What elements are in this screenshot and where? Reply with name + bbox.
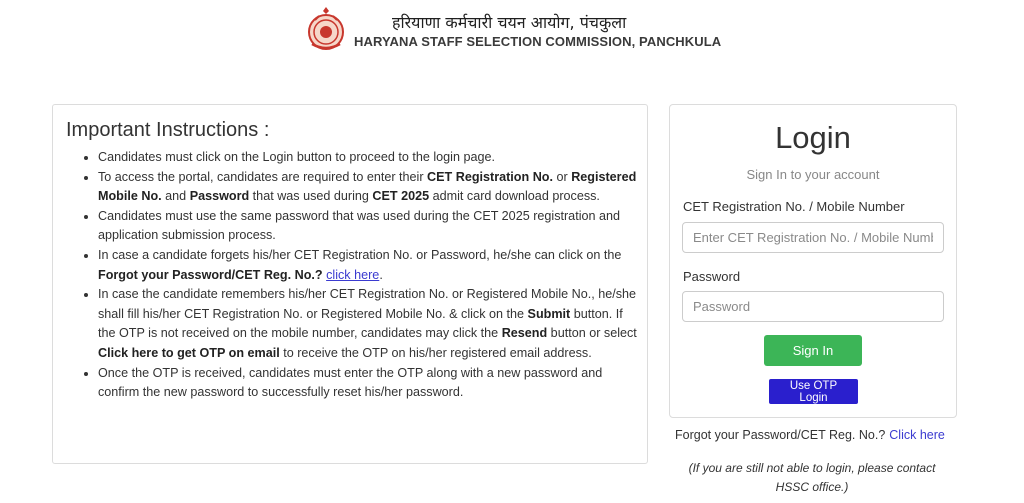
forgot-password-text: Forgot your Password/CET Reg. No.? [675,428,886,442]
login-subtitle: Sign In to your account [746,167,880,182]
password-label: Password [683,269,741,284]
header-title-hindi: हरियाणा कर्मचारी चयन आयोग, पंचकुला [392,13,627,32]
instruction-item: • Candidates must use the same password that was used during the CET 2025 registration and application submission process. [98,207,643,246]
login-card [669,104,957,418]
instructions-heading: Important Instructions : [66,119,270,141]
username-label: CET Registration No. / Mobile Number [683,199,905,214]
forgot-password-row [675,428,945,442]
instructions-list [53,148,643,403]
otp-login-button[interactable]: Use OTP Login [769,379,858,404]
instruction-item: • In case a candidate forgets his/her CET Registration No. or Password, he/she can click on the Forgot your Password/CET Reg. No.? click here. [98,246,643,285]
login-title: Login [775,120,851,155]
instruction-item: • To access the portal, candidates are required to enter their CET Registration No. or Registered Mobile No. and Password that was used during CET 2025 admit card download process. [98,168,643,207]
header-title-english: HARYANA STAFF SELECTION COMMISSION, PANCHKULA [354,34,722,49]
sign-in-button[interactable]: Sign In [764,335,862,366]
forgot-password-link[interactable]: Click here [889,428,945,442]
instructions-panel [52,104,648,464]
username-input[interactable] [682,222,944,253]
forgot-password-click-here-link[interactable]: click here [326,267,380,282]
state-emblem-icon [306,6,346,52]
instruction-item: • In case the candidate remembers his/her CET Registration No. or Registered Mobile No., he/she shall fill his/her CET Registration No. or Registered Mobile No. & click on the Submit button. If the OTP is not received on the mobile number, candidates may click the Resend button or select Click here to get OTP on email to receive the OTP on his/her registered email address. [98,285,643,363]
instruction-item: • Once the OTP is received, candidates must enter the OTP along with a new password and confirm the new password to successfully reset his/her password. [98,364,643,403]
instruction-item: • Candidates must click on the Login button to proceed to the login page. [98,148,643,168]
password-input[interactable] [682,291,944,322]
contact-note: (If you are still not able to login, please contact HSSC office.) [688,461,936,494]
